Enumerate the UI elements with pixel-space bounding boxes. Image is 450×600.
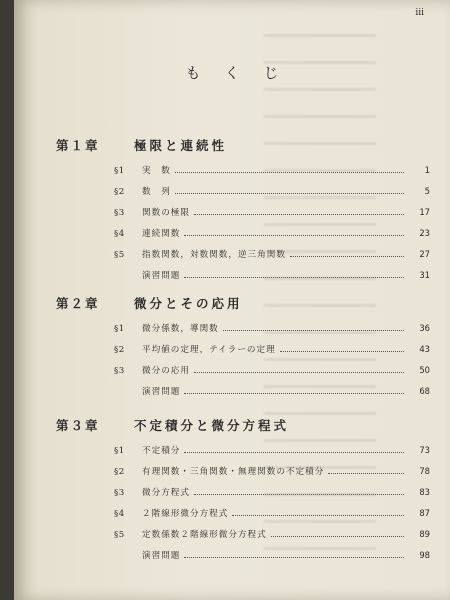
book-page [14,0,450,600]
section-title: 微分係数，導関数 [142,324,219,334]
toc-entry[interactable] [56,524,430,545]
leader-dots [184,546,404,558]
chapter-number: 第３章 [56,418,100,433]
section-title: 定数係数２階線形微分方程式 [142,530,267,540]
page-ref: 98 [419,550,430,560]
toc-entry[interactable] [56,181,430,202]
page-ref: 43 [419,344,430,354]
section-title: 不定積分 [142,446,181,456]
section-title: 微分の応用 [142,366,190,376]
toc-entry[interactable] [56,160,430,181]
chapter-title: 不定積分と微分方程式 [134,418,290,433]
toc-entry[interactable] [56,381,430,402]
chapter-heading [56,416,430,434]
page-ref: 1 [424,165,430,175]
page-ref: 5 [424,186,430,196]
leader-dots [223,319,404,331]
toc-entry[interactable] [56,461,430,482]
leader-dots [184,224,404,236]
chapter-1 [56,136,430,286]
leader-dots [175,182,404,194]
section-number: §1 [114,166,125,176]
section-number: §2 [114,467,125,477]
leader-dots [194,361,404,373]
chapter-title: 微分とその応用 [134,296,243,311]
page-title: もくじ [185,64,303,82]
leader-dots [184,441,404,453]
chapter-heading [56,136,430,154]
section-title: 演習問題 [142,271,181,281]
page-ref: 78 [419,466,430,476]
toc-entry[interactable] [56,440,430,461]
page-ref: 36 [419,323,430,333]
page-ref: 89 [419,529,430,539]
section-title: 関数の極限 [142,208,190,218]
section-number: §5 [114,530,125,540]
leader-dots [184,266,404,278]
chapter-number: 第２章 [56,296,100,311]
toc-entry[interactable] [56,318,430,339]
toc-entry[interactable] [56,503,430,524]
section-title: ２階線形微分方程式 [142,509,229,519]
page-ref: 73 [419,445,430,455]
page-ref: 87 [419,508,430,518]
page-ref: 27 [419,249,430,259]
section-title: 指数関数，対数関数，逆三角関数 [142,250,286,260]
section-title: 平均値の定理，テイラーの定理 [142,345,276,355]
section-number: §1 [114,324,125,334]
chapter-2 [56,294,430,402]
page-ref: 17 [419,207,430,217]
section-title: 有理関数・三角関数・無理関数の不定積分 [142,467,325,477]
leader-dots [194,483,404,495]
toc-entry[interactable] [56,360,430,381]
leader-dots [194,203,404,215]
page-ref: 31 [419,270,430,280]
section-number: §2 [114,187,125,197]
toc-entry[interactable] [56,545,430,566]
page-number: iii [415,8,424,18]
chapter-title: 極限と連続性 [134,138,228,153]
chapter-number: 第１章 [56,138,100,153]
section-title: 数 列 [142,187,171,197]
section-number: §3 [114,488,125,498]
leader-dots [328,462,404,474]
section-title: 演習問題 [142,387,181,397]
leader-dots [280,340,404,352]
leader-dots [271,525,404,537]
leader-dots [290,245,404,257]
page-ref: 83 [419,487,430,497]
toc-entry[interactable] [56,265,430,286]
section-title: 実 数 [142,166,171,176]
chapter-heading [56,294,430,312]
page-ref: 68 [419,386,430,396]
page-ref: 23 [419,228,430,238]
toc-entry[interactable] [56,482,430,503]
section-number: §4 [114,509,125,519]
toc-entry[interactable] [56,202,430,223]
page-ref: 50 [419,365,430,375]
chapter-3 [56,416,430,566]
leader-dots [184,382,404,394]
section-title: 演習問題 [142,551,181,561]
toc-entry[interactable] [56,244,430,265]
section-number: §4 [114,229,125,239]
section-number: §3 [114,366,125,376]
section-number: §1 [114,446,125,456]
toc-entry[interactable] [56,339,430,360]
toc-entry[interactable] [56,223,430,244]
section-number: §2 [114,345,125,355]
section-number: §3 [114,208,125,218]
section-number: §5 [114,250,125,260]
section-title: 連続関数 [142,229,181,239]
leader-dots [232,504,404,516]
section-title: 微分方程式 [142,488,190,498]
leader-dots [175,161,404,173]
